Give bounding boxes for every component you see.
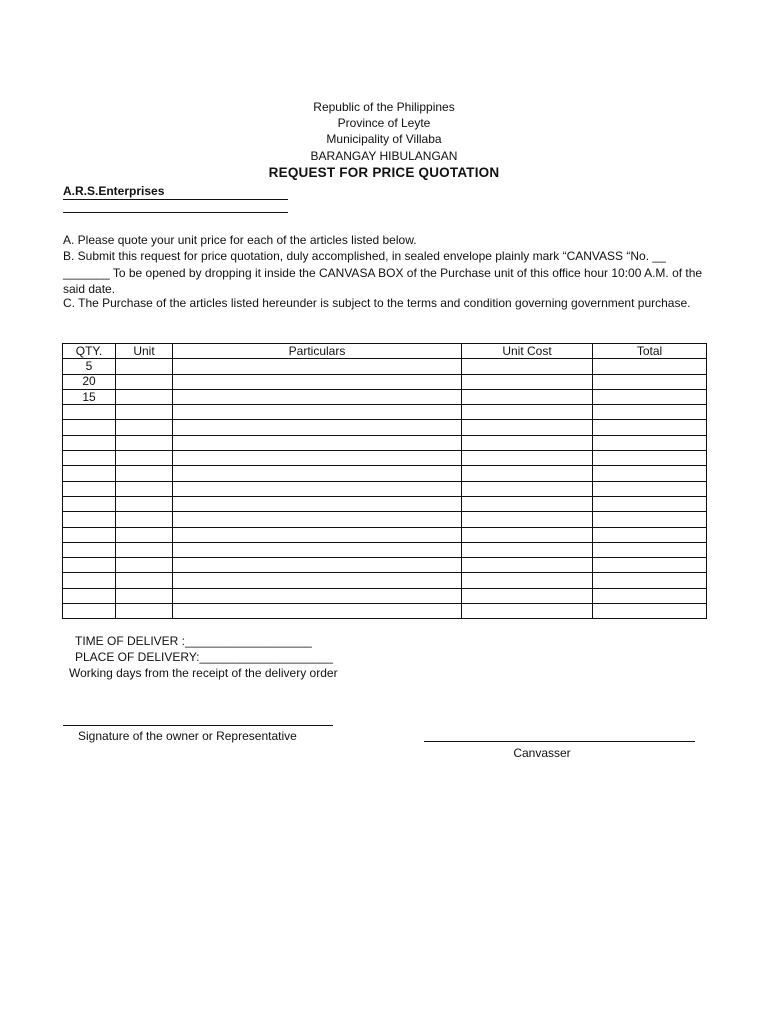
unit-cell — [116, 359, 173, 374]
table-row — [63, 359, 707, 374]
particulars-cell — [173, 359, 462, 374]
place-of-delivery: PLACE OF DELIVERY:____________________ — [75, 650, 333, 664]
time-of-delivery: TIME OF DELIVER :___________________ — [75, 634, 312, 648]
canvasser-label: Canvasser — [513, 746, 571, 760]
particulars-cell — [173, 481, 462, 496]
unit-cost-cell — [462, 405, 593, 420]
total-cell — [593, 405, 707, 420]
particulars-cell — [173, 389, 462, 404]
particulars-cell — [173, 496, 462, 511]
unit-cell — [116, 573, 173, 588]
unit-cost-cell — [462, 435, 593, 450]
unit-cell — [116, 389, 173, 404]
total-cell — [593, 359, 707, 374]
total-cell — [593, 420, 707, 435]
table-row — [63, 542, 707, 557]
unit-cost-cell — [462, 573, 593, 588]
table-row — [63, 527, 707, 542]
total-cell — [593, 558, 707, 573]
qty-cell — [63, 588, 116, 603]
unit-cell — [116, 558, 173, 573]
table-row — [63, 405, 707, 420]
header-particulars: Particulars — [173, 344, 462, 359]
particulars-cell — [173, 420, 462, 435]
owner-signature-line — [63, 725, 333, 726]
total-cell — [593, 527, 707, 542]
table-row — [63, 451, 707, 466]
qty-cell — [63, 573, 116, 588]
items-table — [62, 343, 707, 619]
header-province: Province of Leyte — [337, 116, 431, 130]
total-cell — [593, 389, 707, 404]
qty-cell — [63, 405, 116, 420]
table-row — [63, 573, 707, 588]
total-cell — [593, 481, 707, 496]
qty-cell: 5 — [63, 359, 116, 374]
unit-cell — [116, 374, 173, 389]
table-row — [63, 374, 707, 389]
qty-cell — [63, 451, 116, 466]
unit-cell — [116, 451, 173, 466]
instruction-a: A. Please quote your unit price for each of the articles listed below. — [63, 233, 417, 247]
table-header-row — [63, 344, 707, 359]
header-total: Total — [593, 344, 707, 359]
qty-cell — [63, 542, 116, 557]
table-row — [63, 389, 707, 404]
particulars-cell — [173, 527, 462, 542]
qty-cell — [63, 527, 116, 542]
addressee-name: A.R.S.Enterprises — [63, 184, 288, 200]
qty-cell — [63, 481, 116, 496]
total-cell — [593, 496, 707, 511]
particulars-cell — [173, 558, 462, 573]
unit-cost-cell — [462, 588, 593, 603]
unit-cell — [116, 527, 173, 542]
particulars-cell — [173, 405, 462, 420]
unit-cost-cell — [462, 481, 593, 496]
particulars-cell — [173, 588, 462, 603]
particulars-cell — [173, 374, 462, 389]
unit-cost-cell — [462, 451, 593, 466]
total-cell — [593, 588, 707, 603]
table-row — [63, 420, 707, 435]
qty-cell — [63, 604, 116, 619]
owner-signature-label: Signature of the owner or Representative — [78, 729, 297, 743]
unit-cost-cell — [462, 558, 593, 573]
unit-cell — [116, 405, 173, 420]
qty-cell — [63, 466, 116, 481]
total-cell — [593, 542, 707, 557]
delivery-note: Working days from the receipt of the delivery order — [69, 666, 338, 680]
qty-cell — [63, 435, 116, 450]
unit-cost-cell — [462, 359, 593, 374]
header-municipality: Municipality of Villaba — [326, 132, 442, 146]
total-cell — [593, 466, 707, 481]
table-row — [63, 481, 707, 496]
qty-cell: 20 — [63, 374, 116, 389]
table-row — [63, 496, 707, 511]
header-barangay: BARANGAY HIBULANGAN — [310, 149, 458, 163]
unit-cell — [116, 481, 173, 496]
qty-cell — [63, 496, 116, 511]
particulars-cell — [173, 466, 462, 481]
unit-cost-cell — [462, 512, 593, 527]
particulars-cell — [173, 573, 462, 588]
unit-cost-cell — [462, 604, 593, 619]
table-row — [63, 588, 707, 603]
particulars-cell — [173, 542, 462, 557]
particulars-cell — [173, 435, 462, 450]
unit-cost-cell — [462, 466, 593, 481]
unit-cost-cell — [462, 542, 593, 557]
qty-cell — [63, 420, 116, 435]
unit-cost-cell — [462, 389, 593, 404]
header-unit: Unit — [116, 344, 173, 359]
unit-cell — [116, 604, 173, 619]
instruction-c: C. The Purchase of the articles listed hereunder is subject to the terms and condition governing government purchase. — [63, 296, 691, 310]
table-row — [63, 512, 707, 527]
particulars-cell — [173, 604, 462, 619]
canvasser-signature-line — [424, 741, 695, 742]
unit-cell — [116, 496, 173, 511]
unit-cell — [116, 435, 173, 450]
table-row — [63, 558, 707, 573]
total-cell — [593, 374, 707, 389]
table-row — [63, 604, 707, 619]
header-republic: Republic of the Philippines — [313, 100, 455, 114]
qty-cell — [63, 512, 116, 527]
table-row — [63, 435, 707, 450]
unit-cell — [116, 588, 173, 603]
total-cell — [593, 512, 707, 527]
document-title: REQUEST FOR PRICE QUOTATION — [268, 165, 500, 180]
total-cell — [593, 435, 707, 450]
unit-cost-cell — [462, 420, 593, 435]
unit-cell — [116, 466, 173, 481]
header-unit-cost: Unit Cost — [462, 344, 593, 359]
total-cell — [593, 604, 707, 619]
header-qty: QTY. — [63, 344, 116, 359]
particulars-cell — [173, 451, 462, 466]
addressee-blank-line — [63, 212, 288, 213]
table-row — [63, 466, 707, 481]
total-cell — [593, 451, 707, 466]
total-cell — [593, 573, 707, 588]
unit-cost-cell — [462, 527, 593, 542]
instruction-b: B. Submit this request for price quotation, duly accomplished, in sealed envelope plainly mark “CANVASS “No. __ _______ To be opened by dropping it inside the CANVASA BOX of the Purchase unit of this office hour 10:00 A.M. of the said date. — [63, 249, 703, 296]
qty-cell — [63, 558, 116, 573]
unit-cell — [116, 542, 173, 557]
qty-cell: 15 — [63, 389, 116, 404]
unit-cost-cell — [462, 374, 593, 389]
unit-cost-cell — [462, 496, 593, 511]
unit-cell — [116, 420, 173, 435]
unit-cell — [116, 512, 173, 527]
particulars-cell — [173, 512, 462, 527]
